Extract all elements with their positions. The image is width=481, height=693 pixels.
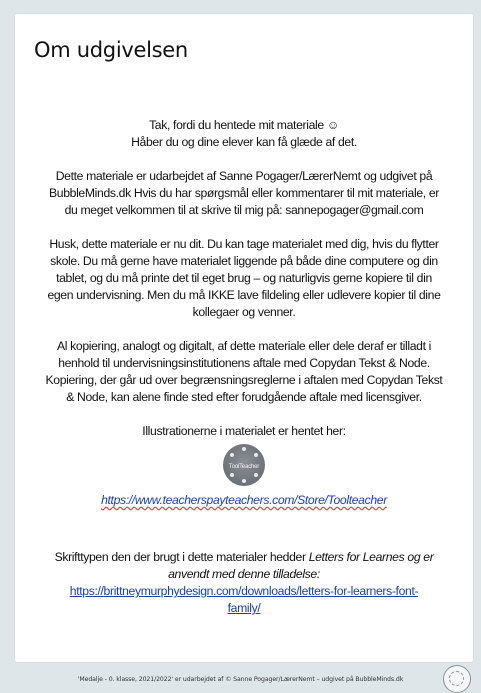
author-paragraph (33, 168, 455, 219)
usage-line-1: Husk, dette materiale er nu dit. Du kan tage materialet med dig, hvis du flytter (49, 237, 439, 251)
toolteacher-badge-icon (223, 444, 265, 486)
font-link-line-2[interactable]: family/ (227, 601, 261, 615)
usage-line-2: skole. Du må gerne have materialet liggende på både dine computere og din (50, 254, 438, 268)
font-line-2: anvendt med denne tilladelse: (168, 567, 320, 581)
thanks-line-1: Tak, fordi du hentede mit materiale ☺ (149, 118, 339, 132)
footer-credit: 'Medalje - 0. klasse, 2021/2022' er udarbejdet af © Sanne Pogager/LærerNemt – udgivet på BubbleMinds.dk (77, 676, 404, 683)
font-credit (33, 549, 455, 583)
copying-paragraph (33, 338, 455, 406)
thanks-paragraph (33, 117, 455, 151)
usage-line-5: kollegaer og venner. (192, 305, 296, 319)
font-line-name: Letters for Learnes og er (308, 550, 434, 564)
usage-line-4: egen undervisning. Men du må IKKE lave fildeling eller udlevere kopier til dine (47, 288, 441, 302)
copying-line-2: henhold til undervisningsinstitutionens aftale med Copydan Tekst & Node. (58, 356, 430, 370)
usage-line-3: tablet, og du må printe det til eget brug – og naturligvis gerne kopiere til din (56, 271, 432, 285)
font-line-prefix: Skrifttypen den der brugt i dette materialer hedder (54, 550, 309, 564)
author-line-1: Dette materiale er udarbejdet af Sanne Pogager/LærerNemt og udgivet på (55, 169, 433, 183)
copying-line-1: Al kopiering, analogt og digitalt, af dette materiale eller dele deraf er tilladt i (56, 339, 432, 353)
document-page (15, 14, 473, 662)
copying-line-4: & Node, kan alene finde sted efter forudgående aftale med licensgiver. (66, 390, 422, 404)
badge-label: ToolTeacher (228, 464, 260, 470)
author-line-2: BubbleMinds.dk Hvis du har spørgsmål eller kommentarer til mit materiale, er (49, 186, 439, 200)
author-line-3: du meget velkommen til at skrive til mig på: sannepogager@gmail.com (64, 203, 424, 217)
copying-line-3: Kopiering, der går ud over begrænsningsreglerne i aftalen med Copydan Tekst (45, 373, 443, 387)
page-title: Om udgivelsen (34, 38, 188, 62)
font-link-line-1[interactable]: https://brittneymurphydesign.com/downloads/letters-for-learners-font- (69, 584, 419, 598)
usage-paragraph (33, 236, 455, 321)
thanks-line-2: Håber du og dine elever kan få glæde af det. (131, 135, 357, 149)
document-body (33, 117, 455, 617)
bubbleminds-logo-icon (443, 665, 471, 693)
illustrations-label: Illustrationerne i materialet er hentet her: (142, 424, 346, 438)
illustrations-link[interactable]: https://www.teacherspayteachers.com/Store/Toolteacher (101, 493, 387, 507)
